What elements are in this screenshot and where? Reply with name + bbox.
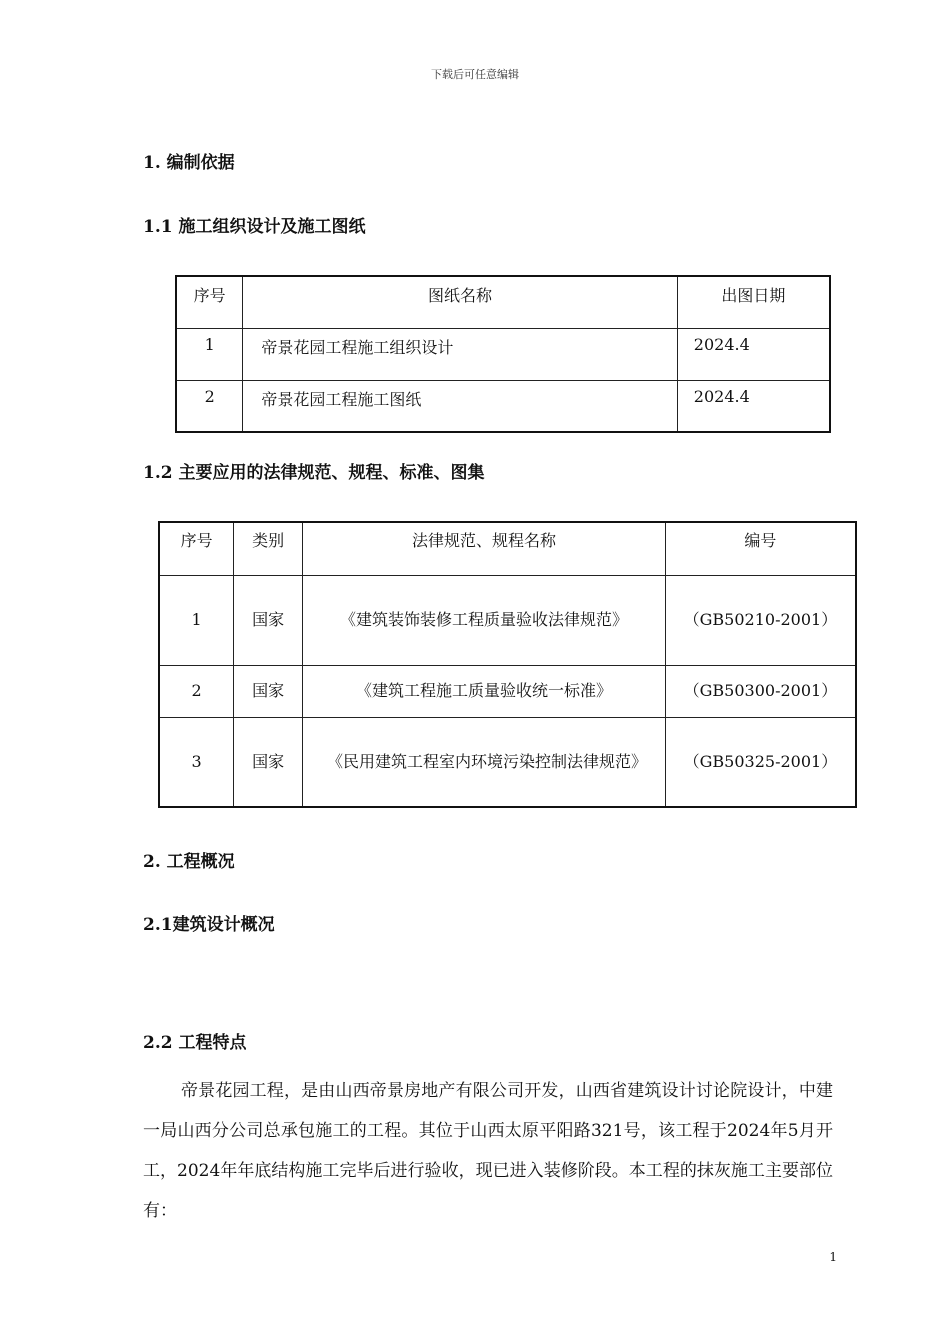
table-row bbox=[159, 717, 856, 807]
heading-2-2: 2.2 工程特点 bbox=[143, 1033, 247, 1053]
heading-1-1: 1.1 施工组织设计及施工图纸 bbox=[143, 217, 366, 237]
table-cell: 帝景花园工程施工组织设计 bbox=[243, 328, 677, 380]
regulations-table bbox=[158, 521, 857, 808]
page-number: 1 bbox=[829, 1250, 837, 1264]
project-features-paragraph: 帝景花园工程，是由山西帝景房地产有限公司开发，山西省建筑设计讨论院设计，中建一局山西分公司总承包施工的工程。其位于山西太原平阳路321号，该工程于2024年5月开工，2024年年底结构施工完毕后进行验收，现已进入装修阶段。本工程的抹灰施工主要部位有： bbox=[143, 1081, 833, 1221]
table-cell: 2024.4 bbox=[677, 380, 830, 432]
table-cell: 国家 bbox=[234, 717, 303, 807]
table-header-cell: 类别 bbox=[234, 522, 303, 575]
table-header-cell: 编号 bbox=[665, 522, 856, 575]
table-row bbox=[176, 380, 830, 432]
table-header-cell: 法律规范、规程名称 bbox=[303, 522, 666, 575]
table-cell: 国家 bbox=[234, 575, 303, 665]
table-header-row bbox=[176, 276, 830, 328]
table-header-row bbox=[159, 522, 856, 575]
table-cell: 2 bbox=[159, 665, 234, 717]
table-cell: 国家 bbox=[234, 665, 303, 717]
table-header-cell: 图纸名称 bbox=[243, 276, 677, 328]
table-row bbox=[159, 665, 856, 717]
heading-1-2: 1.2 主要应用的法律规范、规程、标准、图集 bbox=[143, 463, 485, 483]
table-cell: （GB50325-2001） bbox=[665, 717, 856, 807]
table-row bbox=[176, 328, 830, 380]
heading-2: 2. 工程概况 bbox=[143, 852, 235, 872]
drawings-table bbox=[175, 275, 831, 433]
table-cell: （GB50210-2001） bbox=[665, 575, 856, 665]
table-cell: 2024.4 bbox=[677, 328, 830, 380]
table-row bbox=[159, 575, 856, 665]
table-cell: 《建筑装饰装修工程质量验收法律规范》 bbox=[303, 575, 666, 665]
heading-2-1: 2.1建筑设计概况 bbox=[143, 915, 275, 935]
table-header-cell: 出图日期 bbox=[677, 276, 830, 328]
table-cell: 2 bbox=[176, 380, 243, 432]
heading-1: 1. 编制依据 bbox=[143, 153, 235, 173]
page-header: 下载后可任意编辑 bbox=[431, 68, 519, 81]
table-cell: 帝景花园工程施工图纸 bbox=[243, 380, 677, 432]
table-cell: 1 bbox=[176, 328, 243, 380]
table-header-cell: 序号 bbox=[159, 522, 234, 575]
table-cell: （GB50300-2001） bbox=[665, 665, 856, 717]
table-cell: 《建筑工程施工质量验收统一标准》 bbox=[303, 665, 666, 717]
table-cell: 3 bbox=[159, 717, 234, 807]
table-header-cell: 序号 bbox=[176, 276, 243, 328]
table-cell: 1 bbox=[159, 575, 234, 665]
table-cell: 《民用建筑工程室内环境污染控制法律规范》 bbox=[303, 717, 666, 807]
